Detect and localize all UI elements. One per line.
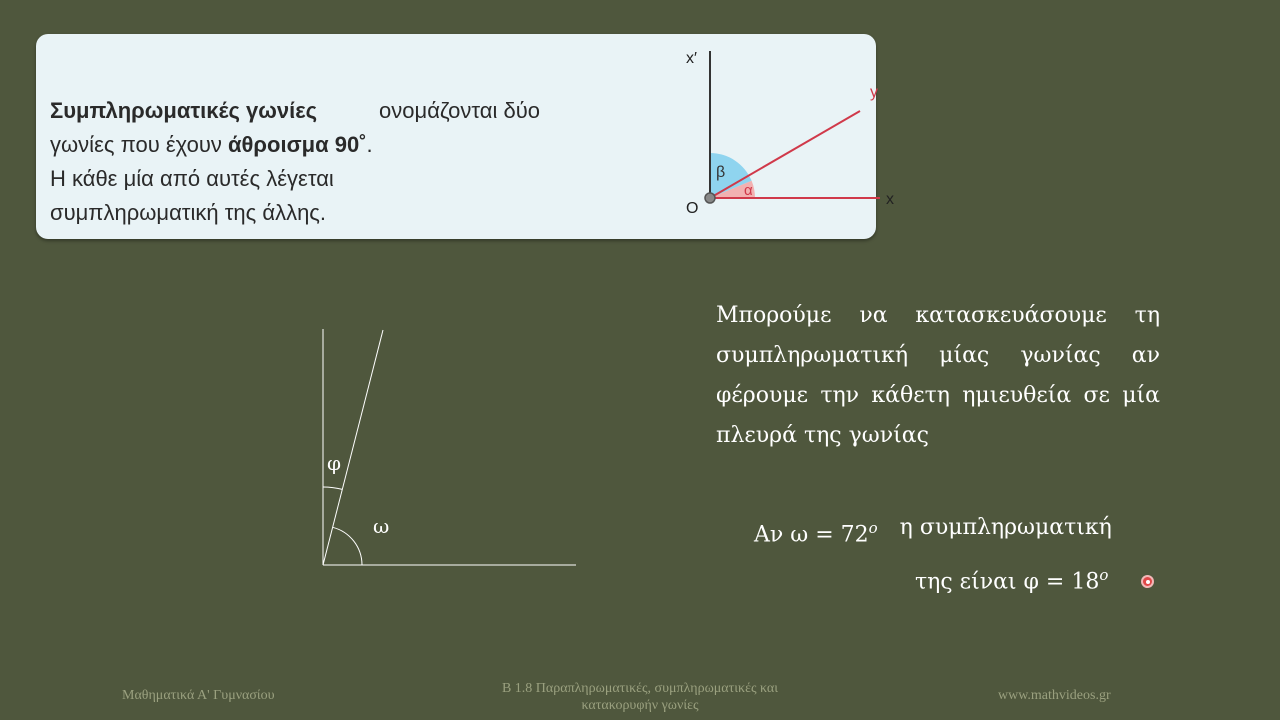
example-given — [754, 508, 878, 555]
label-o: O — [686, 200, 699, 217]
label-x: x — [886, 191, 894, 208]
label-x-prime: x′ — [686, 50, 697, 67]
footer-lesson-line-2: κατακορυφήν γωνίες — [581, 698, 699, 713]
footer-lesson-line-1: Β 1.8 Παραπληρωματικές, συμπληρωματικές και — [501, 681, 779, 696]
example-given-degree: o — [868, 519, 878, 537]
example-row-2 — [754, 555, 1112, 602]
label-alpha: α — [744, 182, 753, 199]
footer-course: Μαθηματικά Α' Γυμνασίου — [122, 688, 275, 703]
definition-line-4: συμπληρωματική της άλλης. — [50, 200, 327, 225]
label-omega: ω — [373, 514, 390, 538]
definition-line-3: Η κάθε μία από αυτές λέγεται — [50, 166, 334, 191]
example-given-text: Αν ω = 72 — [754, 522, 869, 548]
label-y: y — [870, 84, 878, 101]
example-row-1 — [754, 508, 1112, 555]
arc-phi — [323, 487, 342, 489]
example-result-degree: o — [1099, 566, 1109, 585]
arc-omega — [333, 527, 362, 565]
definition-sum: άθροισμα 90˚ — [228, 132, 367, 157]
label-beta: β — [716, 164, 726, 181]
footer-website: www.mathvideos.gr — [998, 688, 1111, 703]
label-phi: φ — [327, 451, 342, 475]
pointer-cursor-icon — [1141, 575, 1154, 588]
definition-line-1-rest: ονομάζονται δύο — [379, 98, 540, 123]
definition-term: Συμπληρωματικές γωνίες — [50, 98, 318, 123]
example-result-text: της είναι φ = 18 — [915, 569, 1100, 595]
footer-lesson-title — [440, 680, 840, 714]
example-complement-label: η συμπληρωματική — [899, 515, 1112, 540]
definition-line-2-plain: γωνίες που έχουν — [50, 132, 222, 157]
example-block — [754, 508, 1112, 603]
definition-line-2-end: . — [366, 132, 373, 157]
explanation-text: Μπορούμε να κατασκευάσουμε τη συμπληρωματική μίας γωνίας αν φέρουμε την κάθετη ημιευθεία σε μία πλευρά της γωνίας — [716, 303, 1160, 448]
